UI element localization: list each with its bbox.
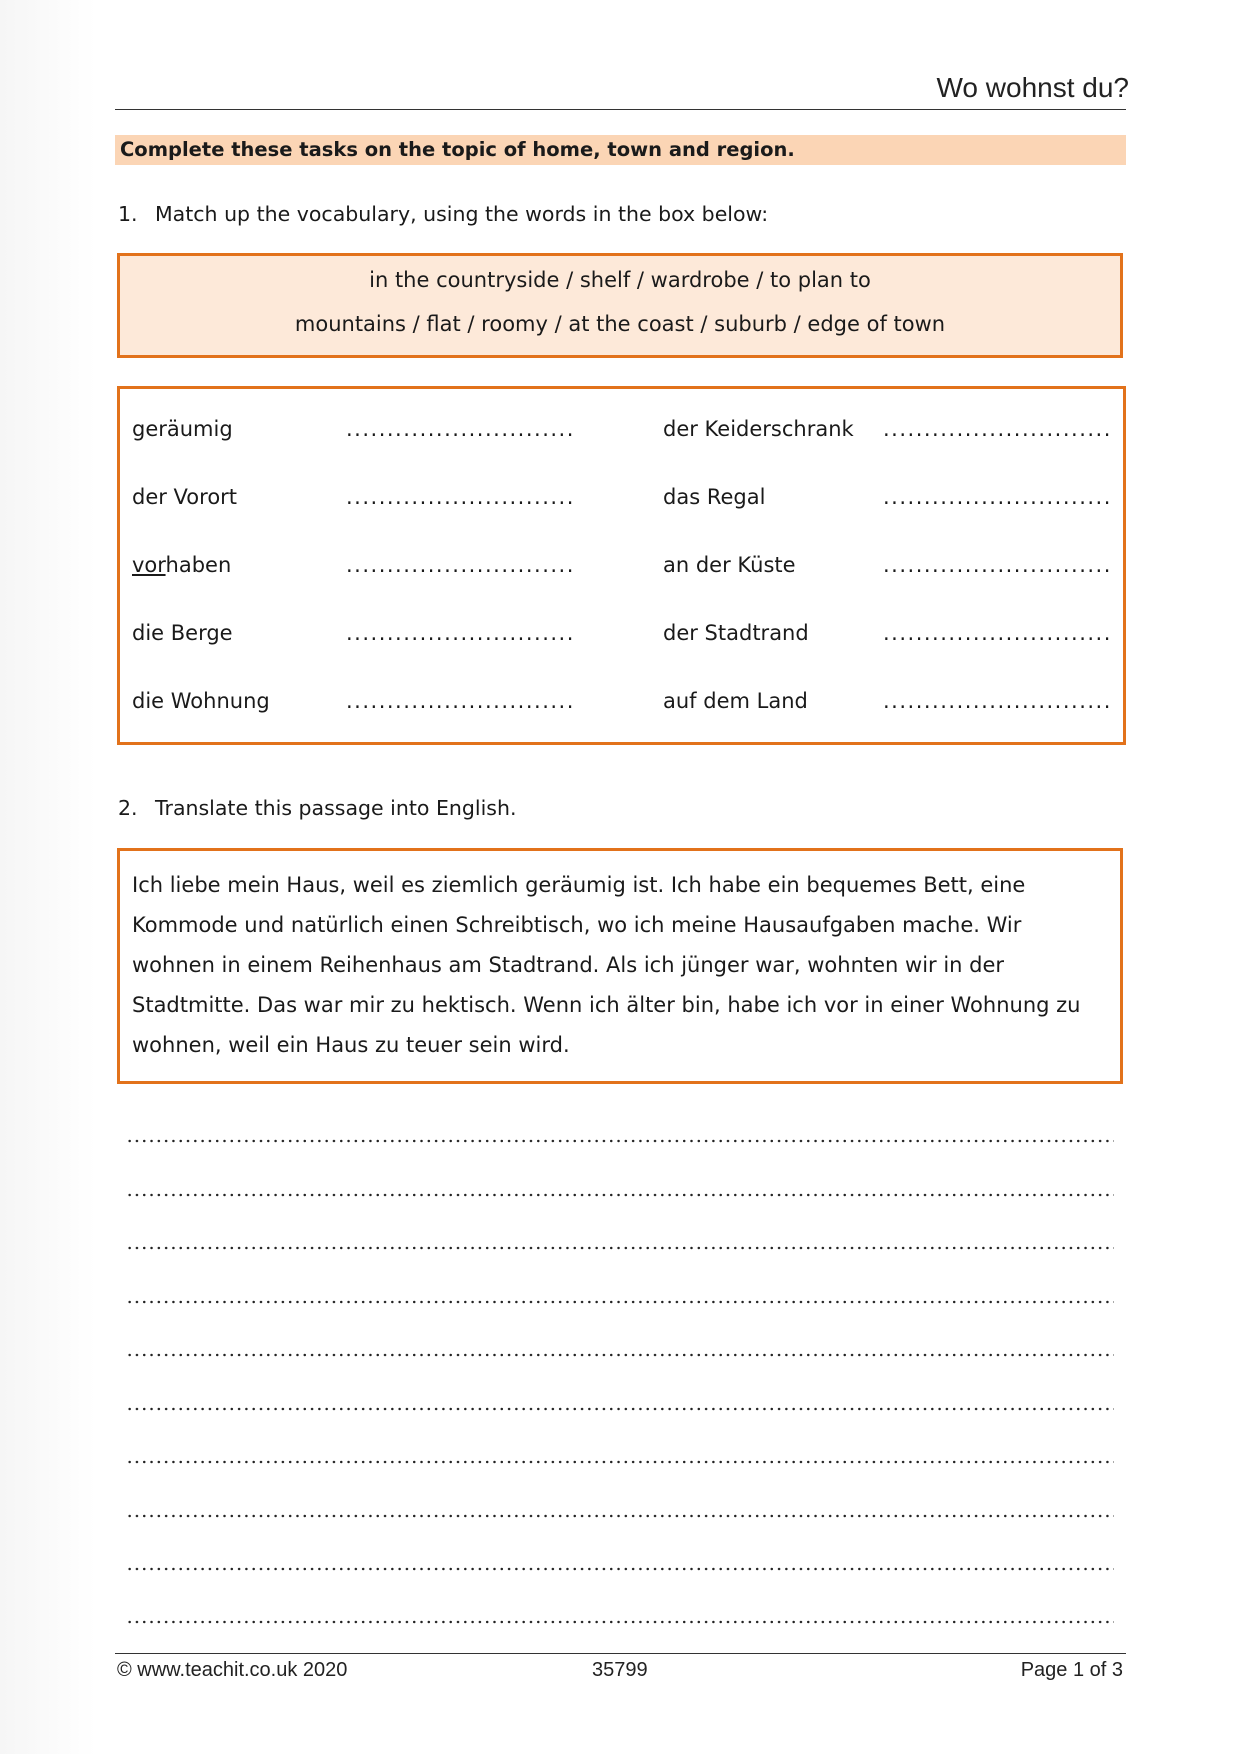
answer-blank[interactable]: ............................: [883, 621, 1112, 645]
vocab-german-right: der Stadtrand: [663, 621, 809, 645]
answer-blank[interactable]: ............................: [346, 485, 575, 509]
answer-line[interactable]: [126, 1246, 1114, 1250]
answer-line[interactable]: [126, 1514, 1114, 1518]
task1-instruction: Match up the vocabulary, using the words in the box below:: [155, 202, 769, 226]
vocab-german-left: die Wohnung: [132, 689, 270, 713]
answer-line[interactable]: [126, 1460, 1114, 1464]
answer-blank[interactable]: ............................: [883, 689, 1112, 713]
vocab-row: [120, 553, 1123, 593]
answer-line[interactable]: [126, 1567, 1114, 1571]
answer-blank[interactable]: ............................: [346, 417, 575, 441]
page-edge-shadow: [0, 0, 96, 1754]
answer-blank[interactable]: ............................: [346, 621, 575, 645]
answer-blank[interactable]: ............................: [346, 689, 575, 713]
answer-line[interactable]: [126, 1353, 1114, 1357]
vocab-german-right: auf dem Land: [663, 689, 808, 713]
task1-number: 1.: [118, 202, 138, 226]
vocab-german-right: der Keiderschrank: [663, 417, 854, 441]
answer-line[interactable]: [126, 1620, 1114, 1624]
vocab-row: [120, 485, 1123, 525]
vocab-german-left: die Berge: [132, 621, 233, 645]
answer-line[interactable]: [126, 1139, 1114, 1143]
page-title: Wo wohnst du?: [936, 72, 1129, 103]
vocab-row: [120, 417, 1123, 457]
word-box: [117, 253, 1123, 358]
footer-copyright: © www.teachit.co.uk 2020: [117, 1659, 348, 1681]
task2-instruction: Translate this passage into English.: [155, 796, 517, 820]
vocab-german-right: an der Küste: [663, 553, 796, 577]
german-passage: Ich liebe mein Haus, weil es ziemlich geräumig ist. Ich habe ein bequemes Bett, eine Kommode und natürlich einen Schreibtisch, wo ich meine Hausaufgaben mache. Wir wohnen in einem Reihenhaus am Stadtrand. Als ich jünger war, wohnten wir in der Stadtmitte. Das war mir zu hektisch. Wenn ich älter bin, habe ich vor in einer Wohnung zu wohnen, weil ein Haus zu teuer sein wird.: [132, 873, 1081, 1057]
task2-number: 2.: [118, 796, 138, 820]
footer-resource-code: 35799: [592, 1659, 648, 1681]
word-box-line-1: in the countryside / shelf / wardrobe / to plan to: [369, 268, 871, 292]
vocab-german-left: [132, 553, 231, 577]
header-divider: [115, 109, 1126, 110]
footer-divider: [115, 1653, 1126, 1654]
word-box-line-2: mountains / flat / roomy / at the coast / suburb / edge of town: [294, 312, 946, 336]
vocab-german-left: geräumig: [132, 417, 233, 441]
separable-prefix: vor: [132, 553, 166, 577]
answer-blank[interactable]: ............................: [346, 553, 575, 577]
intro-text: Complete these tasks on the topic of home, town and region.: [120, 138, 795, 161]
intro-banner: [115, 135, 1126, 165]
answer-line[interactable]: [126, 1407, 1114, 1411]
vocab-table: [117, 386, 1126, 745]
answer-blank[interactable]: ............................: [883, 553, 1112, 577]
answer-line[interactable]: [126, 1300, 1114, 1304]
vocab-row: [120, 689, 1123, 729]
answer-line[interactable]: [126, 1193, 1114, 1197]
vocab-row: [120, 621, 1123, 661]
task1-heading: [118, 202, 768, 226]
passage-box: [117, 848, 1123, 1084]
footer-page-number: Page 1 of 3: [1020, 1659, 1123, 1681]
answer-blank[interactable]: ............................: [883, 417, 1112, 441]
vocab-german-right: das Regal: [663, 485, 766, 509]
vocab-german-left: der Vorort: [132, 485, 238, 509]
answer-blank[interactable]: ............................: [883, 485, 1112, 509]
task2-heading: [118, 796, 516, 820]
verb-stem: haben: [165, 553, 232, 577]
